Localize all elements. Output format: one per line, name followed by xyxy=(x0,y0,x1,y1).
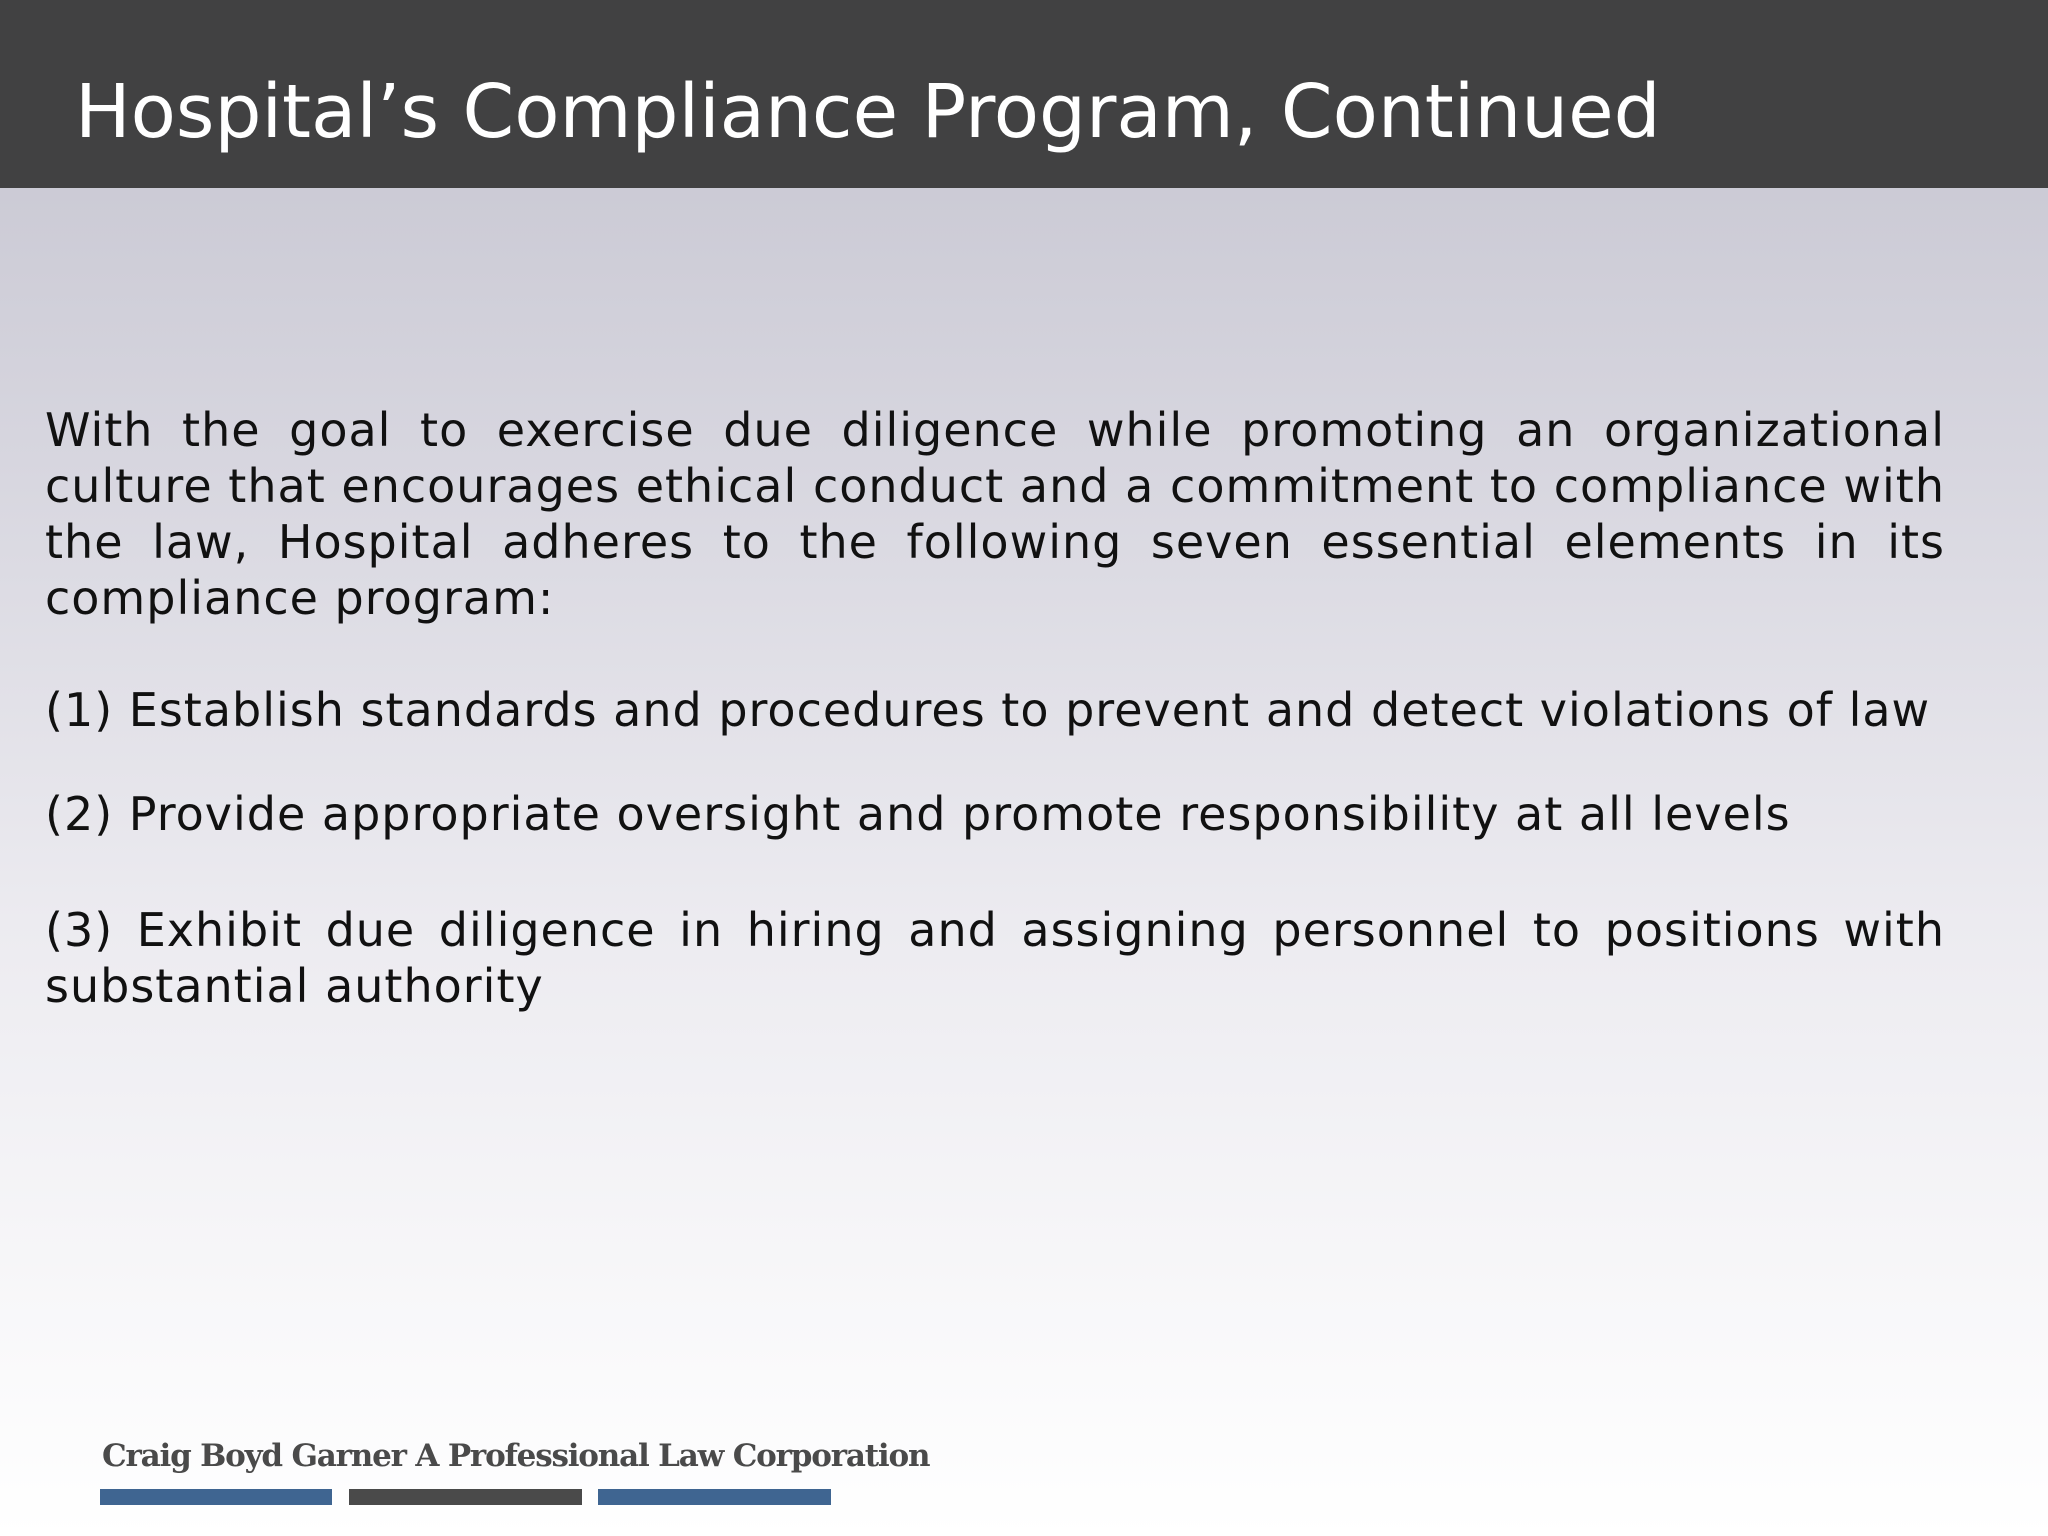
logo-bar-right xyxy=(598,1489,831,1505)
slide-title: Hospital’s Compliance Program, Continued xyxy=(75,69,1661,155)
firm-logo xyxy=(100,1438,930,1508)
logo-bar-left xyxy=(100,1489,332,1505)
intro-paragraph: With the goal to exercise due diligence while promoting an organizational culture that encourages ethical conduct and a commitment to compliance with the law, Hospital adheres to the following seven essential elements in its compliance program: xyxy=(45,403,1945,625)
list-item-3: (3) Exhibit due diligence in hiring and assigning personnel to positions with substantial authority xyxy=(45,903,1945,1013)
title-bar xyxy=(0,0,2048,188)
list-item-1: (1) Establish standards and procedures to prevent and detect violations of law xyxy=(45,683,1931,737)
logo-bar-middle xyxy=(349,1489,582,1505)
firm-name: Craig Boyd Garner A Professional Law Corporation xyxy=(102,1438,930,1474)
slide-body xyxy=(45,402,1945,1014)
list-item-2: (2) Provide appropriate oversight and promote responsibility at all levels xyxy=(45,787,1791,841)
